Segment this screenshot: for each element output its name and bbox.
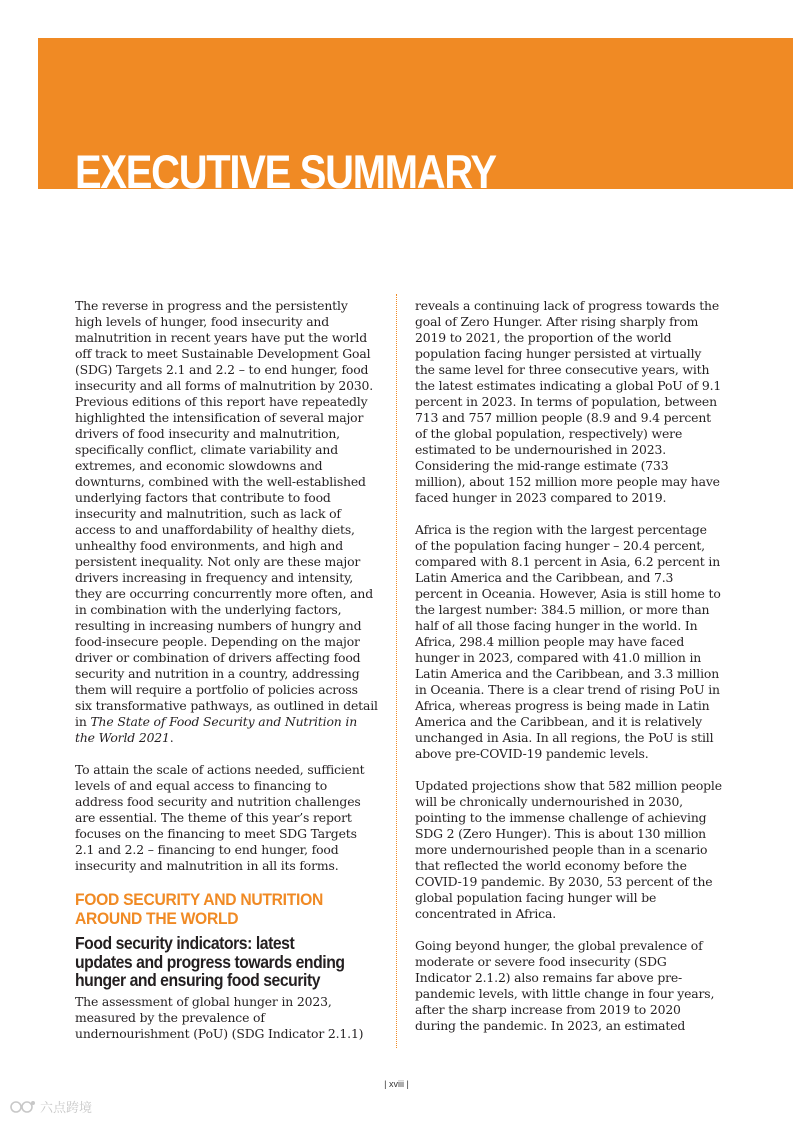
right-paragraph-1: reveals a continuing lack of progress towards the goal of Zero Hunger. After rising sharply from 2019 to 2021, the proportion of the world population facing hunger persisted at virtually the same level for three consecutive years, with the latest estimates indicating a global PoU of 9.1 percent in 2023. In terms of population, between 713 and 757 million people (8.9 and 9.4 percent of the global population, respectively) were estimated to be undernourished in 2023. Considering the mid-range estimate (733 million), about 152 million more people may have faced hunger in 2023 compared to 2019. xyxy=(415,298,722,505)
left-paragraph-2: To attain the scale of actions needed, sufficient levels of and equal access to financing to address food security and nutrition challenges are essential. The theme of this year’s report focuses on the financing to meet SDG Targets 2.1 and 2.2 – financing to end hunger, food insecurity and malnutrition in all its forms. xyxy=(75,762,365,873)
left-paragraph-1: The reverse in progress and the persistently high levels of hunger, food insecurity and malnutrition in recent years have put the world off track to meet Sustainable Development Goal (SDG) Targets 2.1 and 2.2 – to end hunger, food insecurity and all forms of malnutrition by 2030. Previous editions of this report have repeatedly highlighted the intensification of several major drivers of food insecurity and malnutrition, specifically conflict, climate variability and extremes, and economic slowdowns and downturns, combined with the well-established underlying factors that contribute to food insecurity and malnutrition, such as lack of access to and unaffordability of healthy diets, unhealthy food environments, and high and persistent inequality. Not only are these major drivers increasing in frequency and intensity, they are occurring concurrently more often, and in combination with the underlying factors, resulting in increasing numbers of hungry and food-insecure people. Depending on the major driver or combination of drivers affecting food security and nutrition in a country, addressing them will require a portfolio of policies across six transformative pathways, as outlined in detail in The State of Food Security and Nutrition in the World 2021. xyxy=(75,298,378,745)
right-column xyxy=(415,298,722,1034)
header-banner xyxy=(38,38,793,198)
report-title-citation: The State of Food Security and Nutrition in the World 2021 xyxy=(75,714,358,745)
sub-heading: Food security indicators: latest updates and progress towards ending hunger and ensuring food security xyxy=(75,933,345,990)
right-paragraph-4: Going beyond hunger, the global prevalence of moderate or severe food insecurity (SDG Indicator 2.1.2) also remains far above pre-pandemic levels, with little change in four years, after the sharp increase from 2019 to 2020 during the pandemic. In 2023, an estimated xyxy=(415,938,715,1033)
right-paragraph-2: Africa is the region with the largest percentage of the population facing hunger – 20.4 percent, compared with 8.1 percent in Asia, 6.2 percent in Latin America and the Caribbean, and 7.3 percent in Oceania. However, Asia is still home to the largest number: 384.5 million, or more than half of all those facing hunger in the world. In Africa, 298.4 million people may have faced hunger in 2023, compared with 41.0 million in Latin America and the Caribbean, and 3.3 million in Oceania. There is a clear trend of rising PoU in Africa, whereas progress is being made in Latin America and the Caribbean, and it is relatively unchanged in Asia. In all regions, the PoU is still above pre-COVID-19 pandemic levels. xyxy=(415,522,721,761)
page-title: EXECUTIVE SUMMARY xyxy=(75,145,496,198)
watermark-text: 六点跨境 xyxy=(40,1101,93,1116)
page-number: | xviii | xyxy=(384,1079,409,1089)
column-divider xyxy=(396,294,397,1048)
section-heading: FOOD SECURITY AND NUTRITION AROUND THE WORLD xyxy=(75,890,324,928)
watermark-logo-icon xyxy=(10,1100,36,1114)
left-paragraph-3: The assessment of global hunger in 2023, measured by the prevalence of undernourishment (PoU) (SDG Indicator 2.1.1) xyxy=(75,993,364,1041)
watermark xyxy=(10,1097,92,1116)
right-paragraph-3: Updated projections show that 582 million people will be chronically undernourished in 2030, pointing to the immense challenge of achieving SDG 2 (Zero Hunger). This is about 130 million more undernourished people than in a scenario that reflected the world economy before the COVID-19 pandemic. By 2030, 53 percent of the global population facing hunger will be concentrated in Africa. xyxy=(415,778,722,921)
left-column xyxy=(75,298,378,1042)
